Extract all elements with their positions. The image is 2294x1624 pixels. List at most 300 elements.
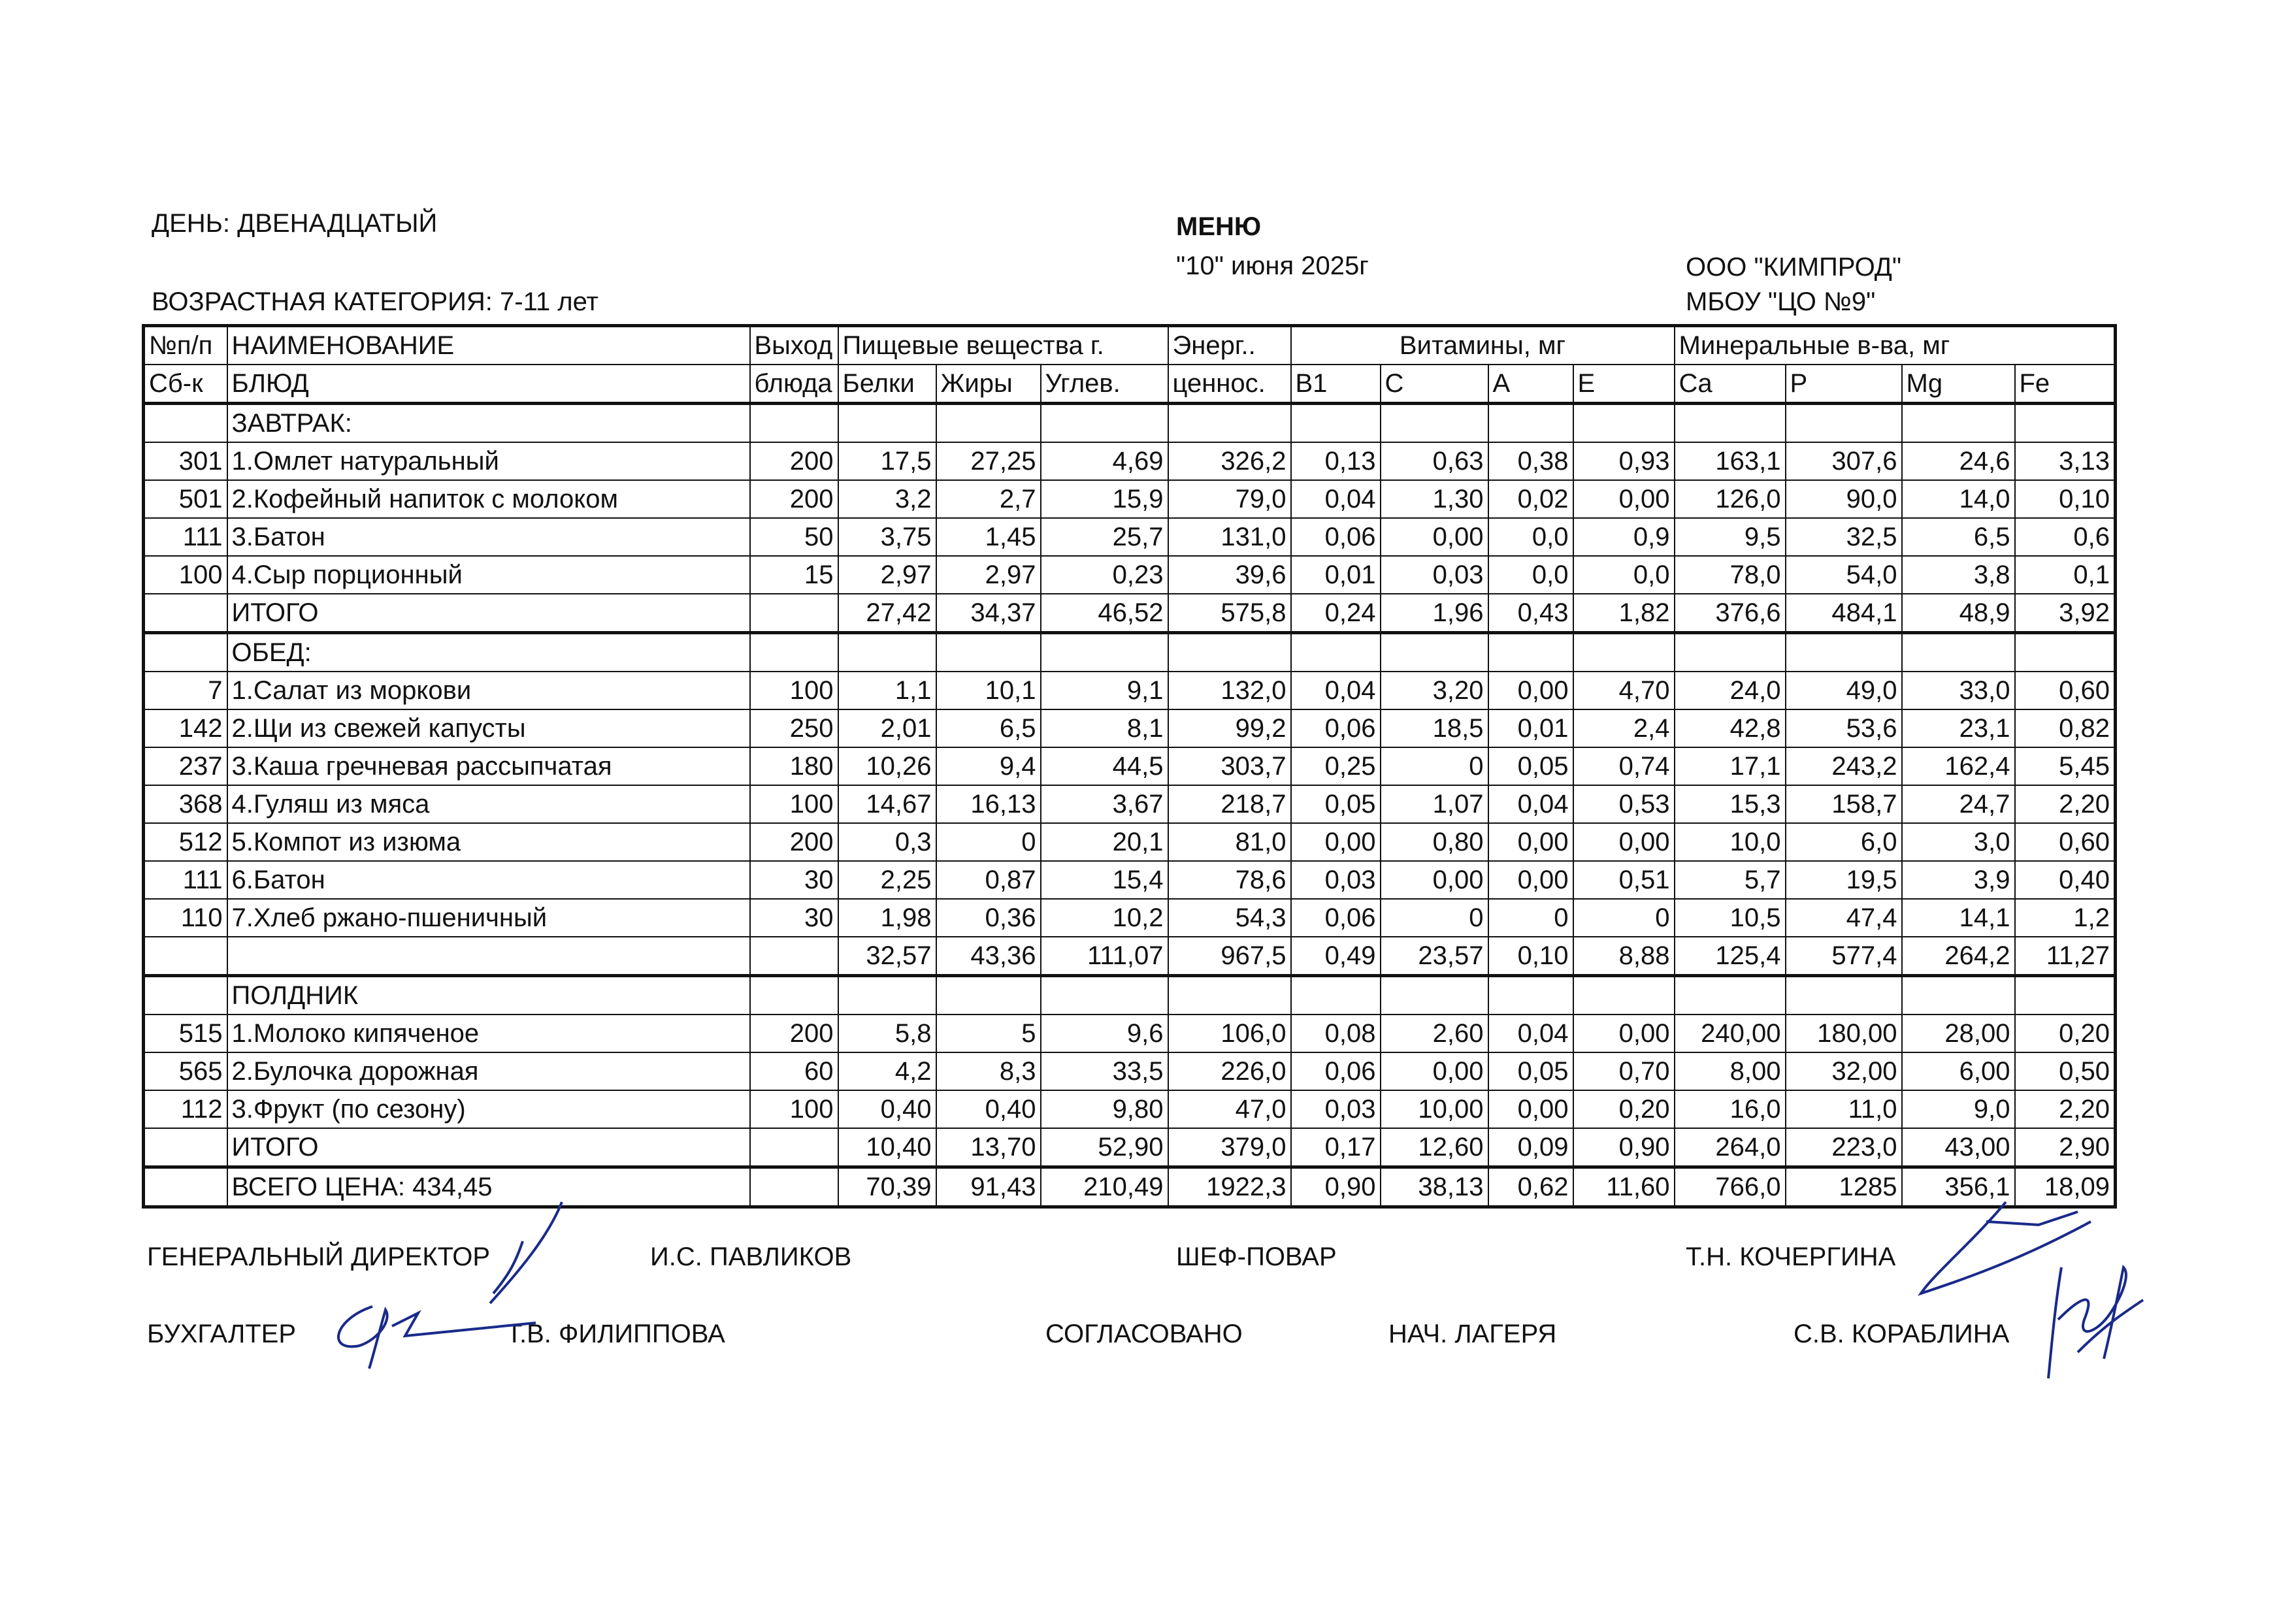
value-cell: 0,90: [1573, 1128, 1675, 1167]
value-cell: 0,40: [2015, 861, 2116, 899]
school-name: МБОУ "ЦО №9": [1686, 287, 1876, 316]
value-cell: 12,60: [1381, 1128, 1488, 1167]
value-cell: 0,13: [1291, 442, 1381, 480]
table-row: [144, 709, 2116, 747]
value-cell: 91,43: [936, 1167, 1041, 1207]
table-row: [144, 404, 2116, 443]
value-cell: 303,7: [1168, 747, 1291, 785]
value-cell: 0,24: [1291, 594, 1381, 633]
table-row: [144, 480, 2116, 518]
value-cell: 0,23: [1041, 556, 1168, 594]
value-cell: 90,0: [1786, 480, 1902, 518]
value-cell: 28,00: [1902, 1015, 2015, 1052]
value-cell: 0: [1381, 747, 1488, 785]
chef-label: ШЕФ-ПОВАР: [1176, 1242, 1337, 1271]
value-cell: 243,2: [1786, 747, 1902, 785]
value-cell: 10,0: [1675, 823, 1786, 861]
value-cell: [750, 937, 838, 976]
value-cell: [2015, 404, 2116, 443]
value-cell: 23,1: [1902, 709, 2015, 747]
value-cell: 0,87: [936, 861, 1041, 899]
value-cell: [838, 633, 936, 672]
col-header-ca: Ca: [1675, 365, 1786, 404]
value-cell: 0,70: [1573, 1052, 1675, 1090]
value-cell: 47,4: [1786, 899, 1902, 937]
value-cell: 126,0: [1675, 480, 1786, 518]
col-header-minerals: Минеральные в-ва, мг: [1675, 326, 2116, 365]
dish-name-cell: ПОЛДНИК: [227, 976, 750, 1015]
camp-head-signature: [2039, 1254, 2150, 1385]
value-cell: 2,97: [936, 556, 1041, 594]
value-cell: 4,2: [838, 1052, 936, 1090]
value-cell: 0,3: [838, 823, 936, 861]
accountant-name: Т.В. ФИЛИППОВА: [506, 1320, 725, 1348]
dish-name-cell: [227, 937, 750, 976]
value-cell: 0,02: [1488, 480, 1573, 518]
value-cell: [1041, 976, 1168, 1015]
value-cell: 0,6: [2015, 518, 2116, 556]
value-cell: 5,7: [1675, 861, 1786, 899]
value-cell: 9,5: [1675, 518, 1786, 556]
dish-name-cell: 5.Компот из изюма: [227, 823, 750, 861]
value-cell: 33,0: [1902, 672, 2015, 709]
value-cell: 8,00: [1675, 1052, 1786, 1090]
value-cell: 9,1: [1041, 672, 1168, 709]
dish-name-cell: 3.Фрукт (по сезону): [227, 1090, 750, 1128]
value-cell: 2,20: [2015, 785, 2116, 823]
value-cell: 17,1: [1675, 747, 1786, 785]
dish-name-cell: 2.Щи из свежей капусты: [227, 709, 750, 747]
table-row: [144, 672, 2116, 709]
col-header-portion: блюда: [750, 365, 838, 404]
col-header-a: А: [1488, 365, 1573, 404]
value-cell: 0,04: [1291, 672, 1381, 709]
value-cell: 4,69: [1041, 442, 1168, 480]
value-cell: 0,05: [1291, 785, 1381, 823]
recipe-number-cell: 512: [144, 823, 227, 861]
value-cell: 10,00: [1381, 1090, 1488, 1128]
table-row: [144, 594, 2116, 633]
table-row: [144, 976, 2116, 1015]
value-cell: [1786, 404, 1902, 443]
col-header-carbs: Углев.: [1041, 365, 1168, 404]
value-cell: [936, 976, 1041, 1015]
value-cell: 16,13: [936, 785, 1041, 823]
value-cell: 34,37: [936, 594, 1041, 633]
dish-name-cell: ВСЕГО ЦЕНА: 434,45: [227, 1167, 750, 1207]
value-cell: 11,27: [2015, 937, 2116, 976]
value-cell: 180: [750, 747, 838, 785]
value-cell: 484,1: [1786, 594, 1902, 633]
value-cell: 0,00: [1488, 1090, 1573, 1128]
value-cell: 1,1: [838, 672, 936, 709]
recipe-number-cell: [144, 1128, 227, 1167]
value-cell: 0,06: [1291, 709, 1381, 747]
value-cell: 6,00: [1902, 1052, 2015, 1090]
col-header-mg: Mg: [1902, 365, 2015, 404]
value-cell: 0,04: [1291, 480, 1381, 518]
value-cell: 132,0: [1168, 672, 1291, 709]
value-cell: 9,4: [936, 747, 1041, 785]
value-cell: 0,0: [1488, 518, 1573, 556]
value-cell: [838, 404, 936, 443]
value-cell: 24,6: [1902, 442, 2015, 480]
recipe-number-cell: 142: [144, 709, 227, 747]
value-cell: 0,38: [1488, 442, 1573, 480]
value-cell: 10,40: [838, 1128, 936, 1167]
value-cell: 0,05: [1488, 1052, 1573, 1090]
value-cell: 0,01: [1291, 556, 1381, 594]
value-cell: [1573, 404, 1675, 443]
col-header-name: НАИМЕНОВАНИЕ: [227, 326, 750, 365]
recipe-number-cell: 368: [144, 785, 227, 823]
value-cell: 8,3: [936, 1052, 1041, 1090]
value-cell: 70,39: [838, 1167, 936, 1207]
recipe-number-cell: [144, 976, 227, 1015]
value-cell: 0,00: [1381, 518, 1488, 556]
value-cell: [1041, 633, 1168, 672]
value-cell: 0,25: [1291, 747, 1381, 785]
value-cell: [1573, 633, 1675, 672]
value-cell: 15,3: [1675, 785, 1786, 823]
director-name: И.С. ПАВЛИКОВ: [650, 1242, 852, 1271]
dish-name-cell: 2.Кофейный напиток с молоком: [227, 480, 750, 518]
value-cell: 1285: [1786, 1167, 1902, 1207]
value-cell: 15,9: [1041, 480, 1168, 518]
value-cell: 0,93: [1573, 442, 1675, 480]
recipe-number-cell: 100: [144, 556, 227, 594]
value-cell: 79,0: [1168, 480, 1291, 518]
table-row: [144, 518, 2116, 556]
value-cell: 11,60: [1573, 1167, 1675, 1207]
value-cell: [1902, 404, 2015, 443]
value-cell: 81,0: [1168, 823, 1291, 861]
value-cell: 47,0: [1168, 1090, 1291, 1128]
value-cell: 0,36: [936, 899, 1041, 937]
value-cell: [750, 1128, 838, 1167]
value-cell: 17,5: [838, 442, 936, 480]
value-cell: 3,92: [2015, 594, 2116, 633]
value-cell: 6,0: [1786, 823, 1902, 861]
recipe-number-cell: [144, 594, 227, 633]
value-cell: [750, 1167, 838, 1207]
value-cell: 264,0: [1675, 1128, 1786, 1167]
value-cell: 307,6: [1786, 442, 1902, 480]
value-cell: 180,00: [1786, 1015, 1902, 1052]
col-header-energy-value: ценнос.: [1168, 365, 1291, 404]
value-cell: 2,7: [936, 480, 1041, 518]
value-cell: [1786, 633, 1902, 672]
value-cell: 2,01: [838, 709, 936, 747]
value-cell: 19,5: [1786, 861, 1902, 899]
value-cell: 0,60: [2015, 672, 2116, 709]
value-cell: 111,07: [1041, 937, 1168, 976]
value-cell: [1488, 633, 1573, 672]
value-cell: 2,60: [1381, 1015, 1488, 1052]
value-cell: 162,4: [1902, 747, 2015, 785]
value-cell: 0,80: [1381, 823, 1488, 861]
age-category-label: ВОЗРАСТНАЯ КАТЕГОРИЯ: 7-11 лет: [152, 287, 598, 316]
value-cell: [750, 633, 838, 672]
value-cell: 78,0: [1675, 556, 1786, 594]
value-cell: 32,57: [838, 937, 936, 976]
value-cell: 9,80: [1041, 1090, 1168, 1128]
value-cell: 0,03: [1291, 861, 1381, 899]
value-cell: 0,05: [1488, 747, 1573, 785]
value-cell: 0,00: [1488, 861, 1573, 899]
value-cell: 200: [750, 1015, 838, 1052]
value-cell: 0,9: [1573, 518, 1675, 556]
table-row: [144, 785, 2116, 823]
value-cell: [1786, 976, 1902, 1015]
value-cell: 6,5: [1902, 518, 2015, 556]
dish-name-cell: 1.Омлет натуральный: [227, 442, 750, 480]
table-row: [144, 1052, 2116, 1090]
value-cell: 0,90: [1291, 1167, 1381, 1207]
value-cell: 0,60: [2015, 823, 2116, 861]
value-cell: 1,82: [1573, 594, 1675, 633]
chef-name: Т.Н. КОЧЕРГИНА: [1686, 1242, 1896, 1271]
value-cell: 0,62: [1488, 1167, 1573, 1207]
value-cell: [1675, 633, 1786, 672]
value-cell: 38,13: [1381, 1167, 1488, 1207]
value-cell: 10,5: [1675, 899, 1786, 937]
dish-name-cell: ИТОГО: [227, 1128, 750, 1167]
value-cell: 46,52: [1041, 594, 1168, 633]
value-cell: 0,50: [2015, 1052, 2116, 1090]
value-cell: 326,2: [1168, 442, 1291, 480]
value-cell: 0,01: [1488, 709, 1573, 747]
value-cell: 3,13: [2015, 442, 2116, 480]
value-cell: 0,00: [1573, 1015, 1675, 1052]
recipe-number-cell: 301: [144, 442, 227, 480]
value-cell: 0: [1573, 899, 1675, 937]
value-cell: 250: [750, 709, 838, 747]
value-cell: 0: [936, 823, 1041, 861]
dish-name-cell: ОБЕД:: [227, 633, 750, 672]
value-cell: 0,04: [1488, 1015, 1573, 1052]
header-row-2: [144, 365, 2116, 404]
dish-name-cell: 3.Каша гречневая рассыпчатая: [227, 747, 750, 785]
value-cell: 131,0: [1168, 518, 1291, 556]
value-cell: [2015, 633, 2116, 672]
value-cell: [1291, 976, 1381, 1015]
recipe-number-cell: [144, 1167, 227, 1207]
value-cell: 1,30: [1381, 480, 1488, 518]
value-cell: 10,2: [1041, 899, 1168, 937]
value-cell: 575,8: [1168, 594, 1291, 633]
accountant-signature: [320, 1293, 568, 1378]
dish-name-cell: 1.Салат из моркови: [227, 672, 750, 709]
col-header-e: Е: [1573, 365, 1675, 404]
dish-name-cell: ИТОГО: [227, 594, 750, 633]
value-cell: 2,25: [838, 861, 936, 899]
value-cell: [1675, 976, 1786, 1015]
value-cell: [1381, 633, 1488, 672]
col-header-nutrients: Пищевые вещества г.: [838, 326, 1168, 365]
value-cell: 50: [750, 518, 838, 556]
value-cell: 4,70: [1573, 672, 1675, 709]
value-cell: 3,67: [1041, 785, 1168, 823]
value-cell: 0,03: [1291, 1090, 1381, 1128]
col-header-p: P: [1786, 365, 1902, 404]
menu-table: [142, 324, 2117, 1209]
value-cell: 15,4: [1041, 861, 1168, 899]
value-cell: 78,6: [1168, 861, 1291, 899]
value-cell: 0,20: [1573, 1090, 1675, 1128]
value-cell: [1041, 404, 1168, 443]
value-cell: 54,0: [1786, 556, 1902, 594]
value-cell: 99,2: [1168, 709, 1291, 747]
value-cell: 6,5: [936, 709, 1041, 747]
value-cell: 53,6: [1786, 709, 1902, 747]
value-cell: 0,0: [1488, 556, 1573, 594]
value-cell: [1488, 404, 1573, 443]
table-row: [144, 1167, 2116, 1207]
value-cell: 379,0: [1168, 1128, 1291, 1167]
value-cell: 5,45: [2015, 747, 2116, 785]
value-cell: 3,9: [1902, 861, 2015, 899]
dish-name-cell: 7.Хлеб ржано-пшеничный: [227, 899, 750, 937]
value-cell: 1,45: [936, 518, 1041, 556]
value-cell: 0,00: [1381, 861, 1488, 899]
value-cell: 0,04: [1488, 785, 1573, 823]
value-cell: 0,06: [1291, 518, 1381, 556]
value-cell: 3,2: [838, 480, 936, 518]
value-cell: 0,17: [1291, 1128, 1381, 1167]
accountant-label: БУХГАЛТЕР: [147, 1320, 297, 1348]
recipe-number-cell: 111: [144, 861, 227, 899]
value-cell: 20,1: [1041, 823, 1168, 861]
table-row: [144, 861, 2116, 899]
value-cell: 106,0: [1168, 1015, 1291, 1052]
value-cell: 43,00: [1902, 1128, 2015, 1167]
recipe-number-cell: 515: [144, 1015, 227, 1052]
day-label: ДЕНЬ: ДВЕНАДЦАТЫЙ: [152, 209, 438, 238]
value-cell: 9,6: [1041, 1015, 1168, 1052]
value-cell: [936, 633, 1041, 672]
recipe-number-cell: 237: [144, 747, 227, 785]
value-cell: 5: [936, 1015, 1041, 1052]
value-cell: 43,36: [936, 937, 1041, 976]
value-cell: 766,0: [1675, 1167, 1786, 1207]
header-row-1: [144, 326, 2116, 365]
value-cell: 18,09: [2015, 1167, 2116, 1207]
value-cell: 125,4: [1675, 937, 1786, 976]
recipe-number-cell: 110: [144, 899, 227, 937]
value-cell: 0,06: [1291, 1052, 1381, 1090]
value-cell: [1168, 404, 1291, 443]
value-cell: 3,0: [1902, 823, 2015, 861]
value-cell: 14,1: [1902, 899, 2015, 937]
value-cell: 1,2: [2015, 899, 2116, 937]
value-cell: 0,51: [1573, 861, 1675, 899]
value-cell: 30: [750, 899, 838, 937]
value-cell: 0,00: [1381, 1052, 1488, 1090]
value-cell: 3,20: [1381, 672, 1488, 709]
value-cell: [2015, 976, 2116, 1015]
value-cell: 9,0: [1902, 1090, 2015, 1128]
value-cell: 5,8: [838, 1015, 936, 1052]
value-cell: 0: [1381, 899, 1488, 937]
value-cell: 2,90: [2015, 1128, 2116, 1167]
value-cell: 25,7: [1041, 518, 1168, 556]
value-cell: 10,26: [838, 747, 936, 785]
recipe-number-cell: [144, 937, 227, 976]
value-cell: 0,49: [1291, 937, 1381, 976]
recipe-number-cell: 501: [144, 480, 227, 518]
col-header-sbk: Сб-к: [144, 365, 227, 404]
value-cell: 33,5: [1041, 1052, 1168, 1090]
value-cell: [750, 976, 838, 1015]
value-cell: [1488, 976, 1573, 1015]
value-cell: 0,09: [1488, 1128, 1573, 1167]
value-cell: 0,10: [2015, 480, 2116, 518]
value-cell: 8,88: [1573, 937, 1675, 976]
table-row: [144, 899, 2116, 937]
value-cell: 8,1: [1041, 709, 1168, 747]
col-header-yield: Выход: [750, 326, 838, 365]
value-cell: [750, 404, 838, 443]
value-cell: 30: [750, 861, 838, 899]
value-cell: 163,1: [1675, 442, 1786, 480]
value-cell: 0,53: [1573, 785, 1675, 823]
dish-name-cell: 4.Сыр порционный: [227, 556, 750, 594]
dish-name-cell: 1.Молоко кипяченое: [227, 1015, 750, 1052]
value-cell: 200: [750, 442, 838, 480]
value-cell: 0,00: [1291, 823, 1381, 861]
value-cell: 54,3: [1168, 899, 1291, 937]
col-header-b1: В1: [1291, 365, 1381, 404]
value-cell: [1675, 404, 1786, 443]
value-cell: 32,00: [1786, 1052, 1902, 1090]
col-header-energy: Энерг..: [1168, 326, 1291, 365]
value-cell: 158,7: [1786, 785, 1902, 823]
value-cell: [1291, 633, 1381, 672]
camp-head-name: С.В. КОРАБЛИНА: [1794, 1320, 2010, 1348]
value-cell: 15: [750, 556, 838, 594]
value-cell: 1,98: [838, 899, 936, 937]
value-cell: 0,82: [2015, 709, 2116, 747]
value-cell: 376,6: [1675, 594, 1786, 633]
recipe-number-cell: [144, 633, 227, 672]
table-row: [144, 1090, 2116, 1128]
value-cell: 0,63: [1381, 442, 1488, 480]
value-cell: 3,75: [838, 518, 936, 556]
table-row: [144, 633, 2116, 672]
value-cell: 1922,3: [1168, 1167, 1291, 1207]
menu-date: "10" июня 2025г: [1176, 252, 1369, 280]
value-cell: [1381, 404, 1488, 443]
value-cell: 60: [750, 1052, 838, 1090]
dish-name-cell: 3.Батон: [227, 518, 750, 556]
value-cell: 223,0: [1786, 1128, 1902, 1167]
table-row: [144, 937, 2116, 976]
dish-name-cell: 2.Булочка дорожная: [227, 1052, 750, 1090]
value-cell: 0,08: [1291, 1015, 1381, 1052]
value-cell: 13,70: [936, 1128, 1041, 1167]
value-cell: 14,0: [1902, 480, 2015, 518]
value-cell: 10,1: [936, 672, 1041, 709]
value-cell: 210,49: [1041, 1167, 1168, 1207]
value-cell: [936, 404, 1041, 443]
table-row: [144, 1128, 2116, 1167]
value-cell: 2,97: [838, 556, 936, 594]
value-cell: 1,96: [1381, 594, 1488, 633]
value-cell: [1902, 976, 2015, 1015]
value-cell: [1902, 633, 2015, 672]
recipe-number-cell: 565: [144, 1052, 227, 1090]
